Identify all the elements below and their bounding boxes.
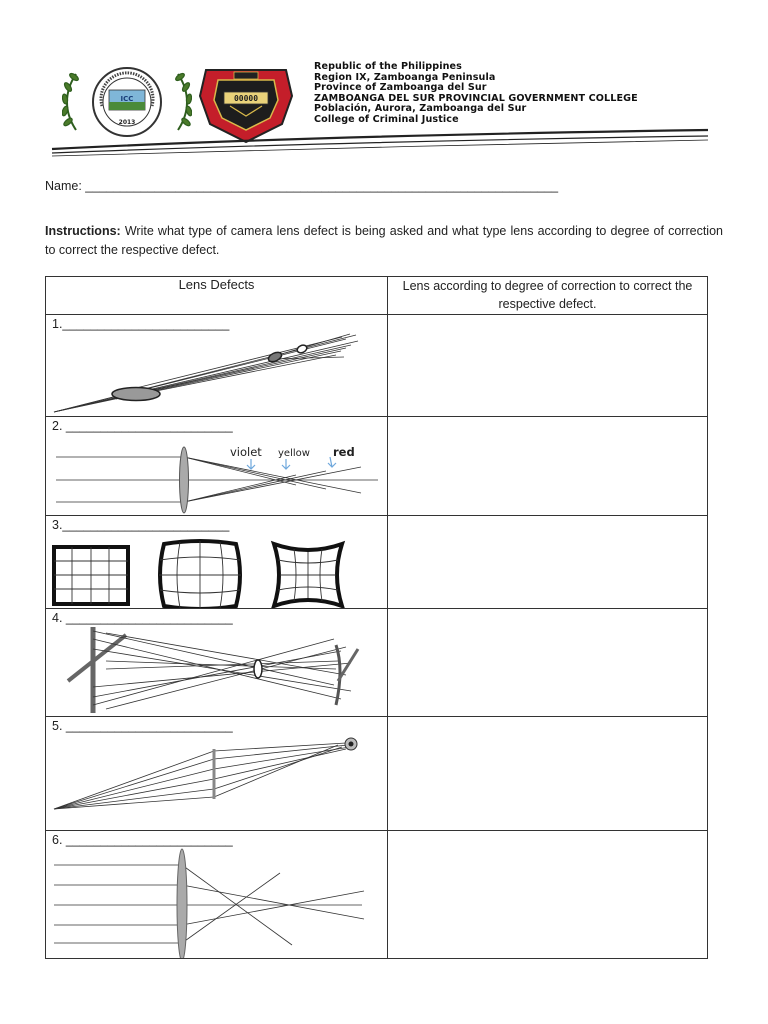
annotation-red: red — [333, 445, 355, 459]
header-line: Republic of the Philippines — [314, 61, 462, 72]
question-label[interactable]: 2. ________________________ — [52, 419, 233, 433]
lens-defect-diagram-5 — [46, 717, 387, 830]
answer-cell-1[interactable] — [388, 315, 708, 417]
lens-defect-diagram-2 — [46, 417, 387, 515]
answer-cell-5[interactable] — [388, 717, 708, 831]
name-field[interactable]: Name: ____________________________________________________________________ — [45, 179, 559, 193]
question-label[interactable]: 3.________________________ — [52, 518, 230, 532]
question-label[interactable]: 1.________________________ — [52, 317, 230, 331]
answer-cell-3[interactable] — [388, 516, 708, 609]
table-row — [46, 717, 708, 831]
lens-defect-diagram-3 — [46, 516, 387, 608]
lens-defect-diagram-6 — [46, 831, 387, 958]
lens-defects-table — [45, 276, 708, 959]
table-row — [46, 609, 708, 717]
instructions-label: Instructions: — [45, 224, 121, 238]
svg-text:ICC: ICC — [120, 95, 134, 103]
answer-cell-6[interactable] — [388, 831, 708, 959]
defect-cell-6 — [46, 831, 388, 959]
svg-text:00000: 00000 — [233, 94, 259, 103]
annotation-violet: violet — [230, 445, 262, 459]
defect-cell-1 — [46, 315, 388, 417]
lens-defect-diagram-4 — [46, 609, 387, 716]
defect-cell-5 — [46, 717, 388, 831]
answer-cell-2[interactable] — [388, 417, 708, 516]
table-row — [46, 831, 708, 959]
annotation-yellow: yellow — [278, 448, 310, 459]
answer-cell-4[interactable] — [388, 609, 708, 717]
table-row — [46, 516, 708, 609]
lens-defect-diagram-1 — [46, 315, 387, 416]
institution-header-text — [314, 62, 638, 126]
header-line: Province of Zamboanga del Sur — [314, 82, 487, 94]
table-row — [46, 417, 708, 516]
table-row — [46, 315, 708, 417]
question-label[interactable]: 6. ________________________ — [52, 833, 233, 847]
defect-cell-4 — [46, 609, 388, 717]
column-header-lens-defects: Lens Defects — [46, 277, 388, 315]
header-line: Población, Aurora, Zamboanga del Sur — [314, 103, 527, 115]
defect-cell-3 — [46, 516, 388, 609]
table-header-row — [46, 277, 708, 315]
instructions — [45, 222, 723, 259]
question-label[interactable]: 5. ________________________ — [52, 719, 233, 733]
header-line: ZAMBOANGA DEL SUR PROVINCIAL GOVERNMENT COLLEGE — [314, 92, 638, 104]
header-line: Region IX, Zamboanga Peninsula — [314, 71, 496, 83]
document-header — [0, 0, 768, 165]
defect-cell-2 — [46, 417, 388, 516]
question-label[interactable]: 4. ________________________ — [52, 611, 233, 625]
svg-text:2013: 2013 — [118, 119, 136, 126]
instructions-text: Write what type of camera lens defect is being asked and what type lens according to degree of correction to correct the respective defect. — [45, 224, 723, 257]
column-header-correction: Lens according to degree of correction to correct the respective defect. — [388, 277, 708, 315]
header-divider-lines — [0, 125, 768, 165]
header-line: College of Criminal Justice — [314, 113, 459, 125]
